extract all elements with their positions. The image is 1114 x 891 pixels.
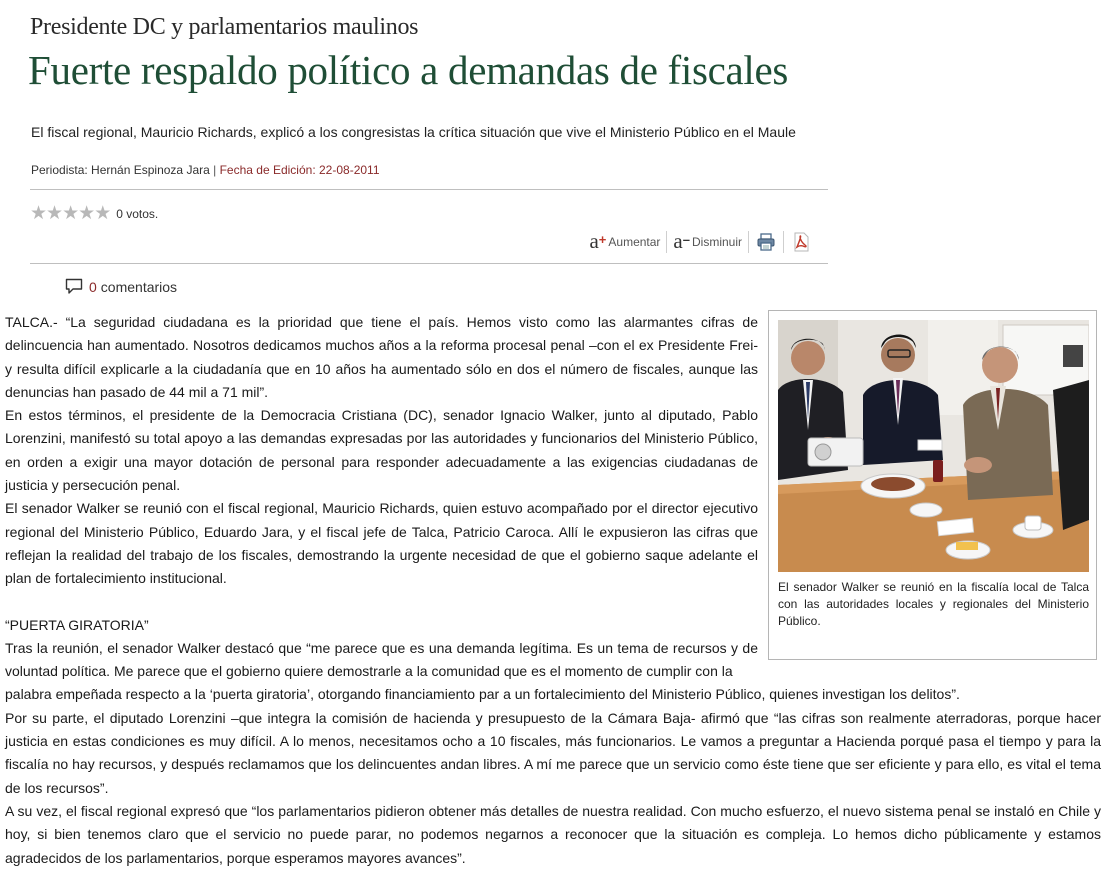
article-tools (589, 229, 812, 254)
body-paragraph: Por su parte, el diputado Lorenzini –que integra la comisión de hacienda y presupuesto de la Cámara Baja- afirmó que “las cifras son realmente aterradoras, porque hacer justicia en estas condiciones es muy difícil. A lo menos, necesitamos ocho a 10 fiscales, más funcionarios. Le vamos a preguntar a Hacienda porqué pasa el tiempo y para la fiscalía no hay recursos, y después reclamamos que los delincuentes andan libres. A mí me parece que un servicio como éste tiene que ser eficiente y para ello, es vital el tema de los recursos”. (5, 709, 1101, 796)
comments-label: comentarios (100, 278, 178, 295)
tool-divider (748, 231, 749, 253)
byline-separator: | (213, 163, 217, 177)
article-lead: El fiscal regional, Mauricio Richards, explicó a los congresistas la crítica situación que vive el Ministerio Público en el Maule (31, 124, 796, 140)
body-paragraph: palabra empeñada respecto a la ‘puerta giratoria’, otorgando financiamiento par a un fortalecimiento del Ministerio Público, quienes investigan los delitos”. (5, 686, 960, 703)
article-body (5, 311, 1101, 870)
rating-stars (30, 205, 110, 223)
date-value: 22-08-2011 (319, 163, 380, 177)
decrease-font-label: Disminuir (691, 234, 742, 249)
comment-bubble-icon (65, 278, 83, 295)
decrease-font-button[interactable] (673, 229, 742, 254)
pdf-button[interactable] (790, 231, 812, 253)
print-icon (756, 232, 776, 252)
votes-count: 0 votos. (116, 207, 159, 221)
photo-caption: El senador Walker se reunió en la fiscalía local de Talca con las autoridades locales y regionales del Ministerio Público. (778, 580, 1089, 628)
star-icon[interactable]: ★ (46, 203, 64, 224)
article-headline: Fuerte respaldo político a demandas de fiscales (28, 47, 789, 93)
divider-bottom (30, 263, 828, 264)
star-icon[interactable]: ★ (94, 203, 112, 224)
print-button[interactable] (755, 231, 777, 253)
font-increase-icon: a+ (589, 229, 607, 253)
rating-widget (30, 205, 158, 223)
date-label: Fecha de Edición: (219, 163, 316, 177)
increase-font-button[interactable] (589, 229, 660, 254)
pdf-icon (791, 232, 811, 252)
body-paragraph: TALCA.- “La seguridad ciudadana es la prioridad que tiene el país. Hemos visto como las alarmantes cifras de delincuencia han aumentado. Nosotros dedicamos muchos años a la reforma procesal penal –con el ex Presidente Frei- y resulta difícil explicarle a la ciudadanía que en 10 años ha aumentado sólo en dos el número de fiscales, aunque las denuncias han pasado de 44 mil a 71 mil”. (5, 314, 758, 400)
article-kicker: Presidente DC y parlamentarios maulinos (30, 14, 419, 40)
byline (31, 163, 380, 177)
paragraph-gap (5, 591, 1101, 614)
star-icon[interactable]: ★ (62, 203, 80, 224)
body-paragraph: A su vez, el fiscal regional expresó que “los parlamentarios pidieron obtener más detalles de nuestra realidad. Con mucho esfuerzo, el nuevo sistema penal se instaló en Chile y hoy, si bien tenemos claro que el servicio no puede parar, no podemos negarnos a reconocer que la situación es compleja. Lo hemos dicho públicamente y estamos agradecidos de los parlamentarios, porque esperamos mayores avances”. (5, 802, 1101, 866)
divider-top (30, 189, 828, 190)
journalist-label: Periodista: (31, 163, 88, 177)
section-subhead: “PUERTA GIRATORIA” (5, 616, 149, 633)
font-decrease-icon: a– (673, 229, 690, 253)
star-icon[interactable]: ★ (30, 203, 48, 224)
tool-divider (666, 231, 667, 253)
comments-count: 0 (89, 278, 97, 295)
body-paragraph: El senador Walker se reunió con el fiscal regional, Mauricio Richards, quien estuvo acompañado por el director ejecutivo regional del Ministerio Público, Eduardo Jara, y el fiscal jefe de Talca, Patricio Caroca. Allí le expusieron las cifras que reflejan la realidad del trabajo de los fiscales, demostrando la urgente necesidad de que el gobierno saque adelante el plan de fortalecimiento institucional. (5, 500, 758, 587)
star-icon[interactable]: ★ (78, 203, 96, 224)
body-paragraph: En estos términos, el presidente de la Democracia Cristiana (DC), senador Ignacio Walker, junto al diputado, Pablo Lorenzini, manifestó su total apoyo a las demandas expresadas por las autoridades y funcionarios del Ministerio Público, en orden a exigir una mayor dotación de personal para responder adecuadamente a las exigencias ciudadanas de justicia y persecución penal. (5, 407, 758, 494)
journalist-name: Hernán Espinoza Jara (91, 163, 210, 177)
body-paragraph: Tras la reunión, el senador Walker destacó que “me parece que es una demanda legítima. Es un tema de recursos y de voluntad política. Me parece que el gobierno quiere demostrarle a la comunidad que es el momento de cumplir con la (5, 639, 758, 680)
tool-divider (783, 231, 784, 253)
comments-link[interactable] (65, 278, 177, 295)
increase-font-label: Aumentar (608, 234, 661, 249)
